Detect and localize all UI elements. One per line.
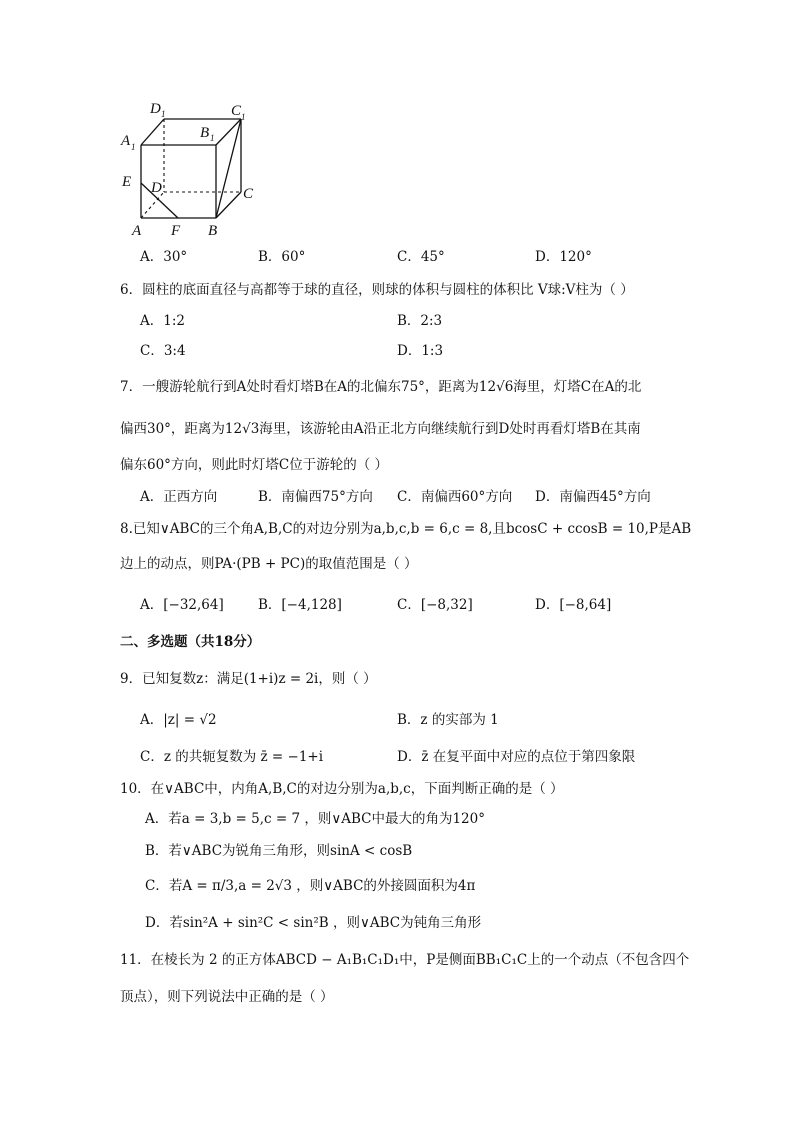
q7-option-a: A．正西方向 (140, 489, 218, 505)
label-c1: C (231, 103, 242, 119)
label-b1: B (200, 125, 210, 141)
label-d: D (151, 180, 162, 196)
section-title: 二、多选题（共18分） (120, 634, 261, 650)
label-a: A (132, 223, 142, 239)
q7-line-2: 偏西30°，距离为12√3海里，该游轮由A沿正北方向继续航行到D处时再看灯塔B在其南 (120, 421, 641, 437)
q5-option-c: C．45° (397, 249, 445, 265)
q10-stem: 10．在∨ABC中，内角A,B,C的对边分别为a,b,c，下面判断正确的是（ ） (120, 781, 564, 797)
q8-line-1: 8.已知∨ABC的三个角A,B,C的对边分别为a,b,c,b = 6,c = 8,且bcosC + ccosB = 10,P是AB (120, 521, 692, 537)
q6-option-d: D．1:3 (397, 343, 444, 359)
q9-option-d: D．z̄ 在复平面中对应的点位于第四象限 (397, 749, 636, 765)
q7-line-1: 7．一艘游轮航行到A处时看灯塔B在A的北偏东75°，距离为12√6海里，灯塔C在A的北 (120, 379, 642, 395)
q6-option-c: C．3:4 (140, 343, 186, 359)
q5-option-b: B．60° (258, 249, 306, 265)
edge-a1-d1 (141, 119, 164, 145)
label-b: B (208, 223, 218, 239)
q7-line-3: 偏东60°方向，则此时灯塔C位于游轮的（ ） (120, 457, 389, 473)
label-f: F (171, 223, 181, 239)
q8-line-2: 边上的动点，则PA·(PB + PC)的取值范围是（ ） (120, 556, 418, 572)
q8-option-c: C．[−8,32] (397, 597, 473, 613)
q8-option-a: A．[−32,64] (140, 597, 224, 613)
q6-stem: 6．圆柱的底面直径与高都等于球的直径，则球的体积与圆柱的体积比 V球:V柱为（ ） (120, 282, 634, 298)
q10-option-a: A．若a = 3,b = 5,c = 7 ，则∨ABC中最大的角为120° (145, 811, 485, 827)
q8-option-b: B．[−4,128] (258, 597, 342, 613)
q5-option-a: A．30° (140, 249, 188, 265)
q8-option-d: D．[−8,64] (535, 597, 612, 613)
q6-option-a: A．1:2 (140, 313, 185, 329)
label-a1: A (121, 133, 131, 149)
q9-option-c: C．z 的共轭复数为 z̄ = −1+i (140, 749, 324, 765)
label-b1-sub: 1 (210, 133, 215, 143)
q5-option-d: D．120° (535, 249, 592, 265)
q11-line-2: 顶点），则下列说法中正确的是（ ） (120, 989, 334, 1005)
label-d1: D (150, 101, 161, 117)
label-d1-sub: 1 (161, 109, 166, 119)
q10-option-d: D．若sin²A + sin²C < sin²B ，则∨ABC为钝角三角形 (145, 915, 482, 931)
q7-option-b: B．南偏西75°方向 (258, 489, 373, 505)
label-e: E (122, 174, 132, 190)
q11-line-1: 11．在棱长为 2 的正方体ABCD − A₁B₁C₁D₁中，P是侧面BB₁C₁C上的一个动点（不包含四个 (120, 952, 690, 968)
q10-option-b: B．若∨ABC为锐角三角形，则sinA < cosB (145, 843, 413, 859)
label-c1-sub: 1 (241, 112, 246, 122)
q7-option-d: D．南偏西45°方向 (535, 489, 651, 505)
cube-figure (115, 95, 275, 245)
q7-option-c: C．南偏西60°方向 (397, 489, 513, 505)
diagonal-b-c1 (216, 119, 241, 218)
q10-option-c: C．若A = π/3,a = 2√3 ，则∨ABC的外接圆面积为4π (145, 878, 476, 894)
q6-option-b: B．2:3 (397, 313, 443, 329)
label-a1-sub: 1 (131, 142, 136, 152)
q9-stem: 9．已知复数z：满足(1+i)z = 2i，则（ ） (120, 671, 377, 687)
label-c: C (243, 186, 254, 202)
q9-option-b: B．z 的实部为 1 (397, 712, 499, 728)
q9-option-a: A．|z| = √2 (140, 712, 217, 728)
